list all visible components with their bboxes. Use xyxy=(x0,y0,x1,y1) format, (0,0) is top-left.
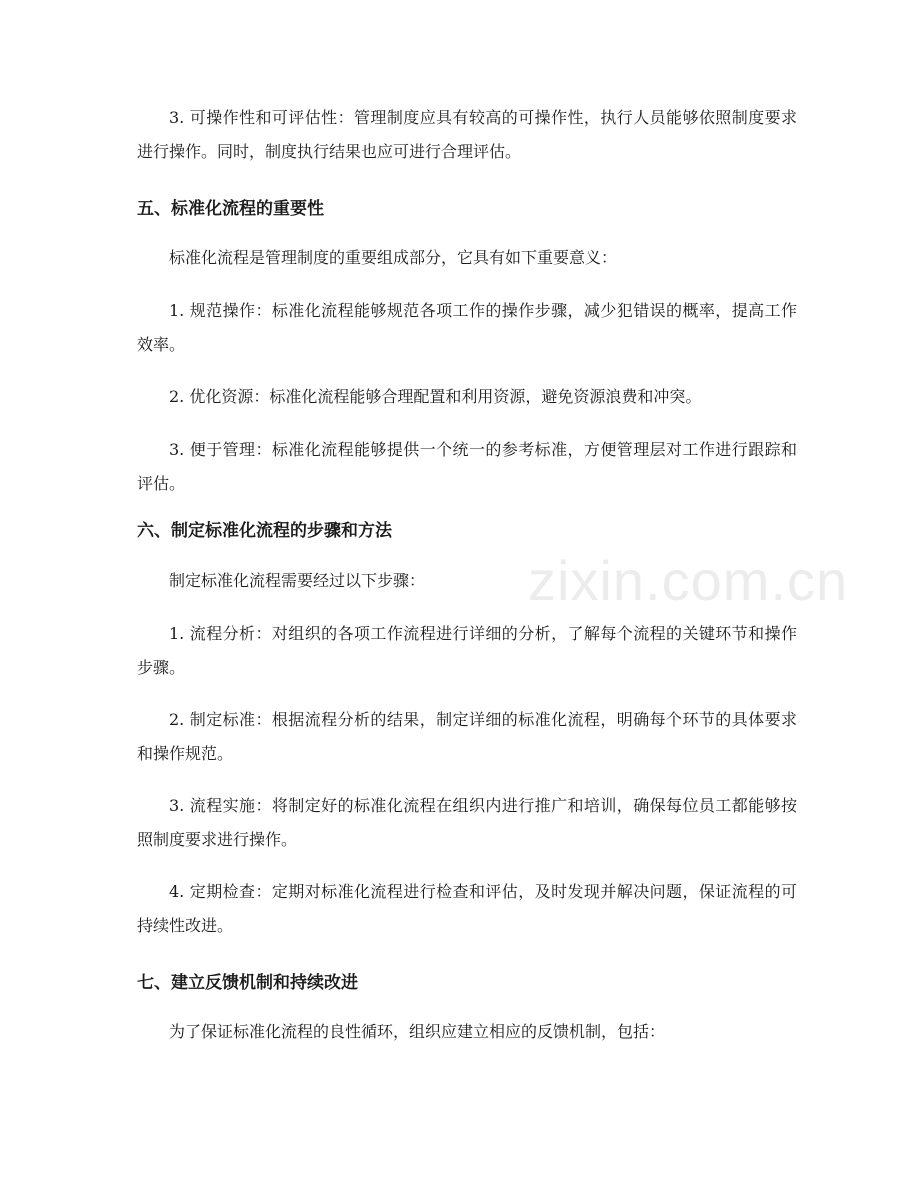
paragraph-section6-intro: 制定标准化流程需要经过以下步骤： xyxy=(169,571,426,590)
paragraph-section7-intro: 为了保证标准化流程的良性循环，组织应建立相应的反馈机制，包括： xyxy=(169,1022,666,1041)
paragraph-section6-item4: 4. 定期检查：定期对标准化流程进行检查和评估，及时发现并解决问题，保证流程的可持续性改进。 xyxy=(137,882,797,935)
watermark-text: zixin.com.cn xyxy=(528,549,849,612)
paragraph-section6-item3: 3. 流程实施：将制定好的标准化流程在组织内进行推广和培训，确保每位员工都能够按照制度要求进行操作。 xyxy=(137,796,797,849)
paragraph-operability: 3. 可操作性和可评估性：管理制度应具有较高的可操作性，执行人员能够依照制度要求进行操作。同时，制度执行结果也应可进行合理评估。 xyxy=(137,108,797,161)
paragraph-section5-intro: 标准化流程是管理制度的重要组成部分，它具有如下重要意义： xyxy=(169,248,618,267)
section-heading-5: 五、标准化流程的重要性 xyxy=(137,199,324,219)
paragraph-section5-item3: 3. 便于管理：标准化流程能够提供一个统一的参考标准，方便管理层对工作进行跟踪和评估。 xyxy=(137,440,797,493)
paragraph-section6-item2: 2. 制定标准：根据流程分析的结果，制定详细的标准化流程，明确每个环节的具体要求和操作规范。 xyxy=(137,710,797,763)
paragraph-section5-item2: 2. 优化资源：标准化流程能够合理配置和利用资源，避免资源浪费和冲突。 xyxy=(169,387,702,406)
section-heading-6: 六、制定标准化流程的步骤和方法 xyxy=(137,521,392,541)
paragraph-section6-item1: 1. 流程分析：对组织的各项工作流程进行详细的分析，了解每个流程的关键环节和操作步骤。 xyxy=(137,624,797,677)
paragraph-section5-item1: 1. 规范操作：标准化流程能够规范各项工作的操作步骤，减少犯错误的概率，提高工作效率。 xyxy=(137,301,797,354)
section-heading-7: 七、建立反馈机制和持续改进 xyxy=(137,973,358,993)
